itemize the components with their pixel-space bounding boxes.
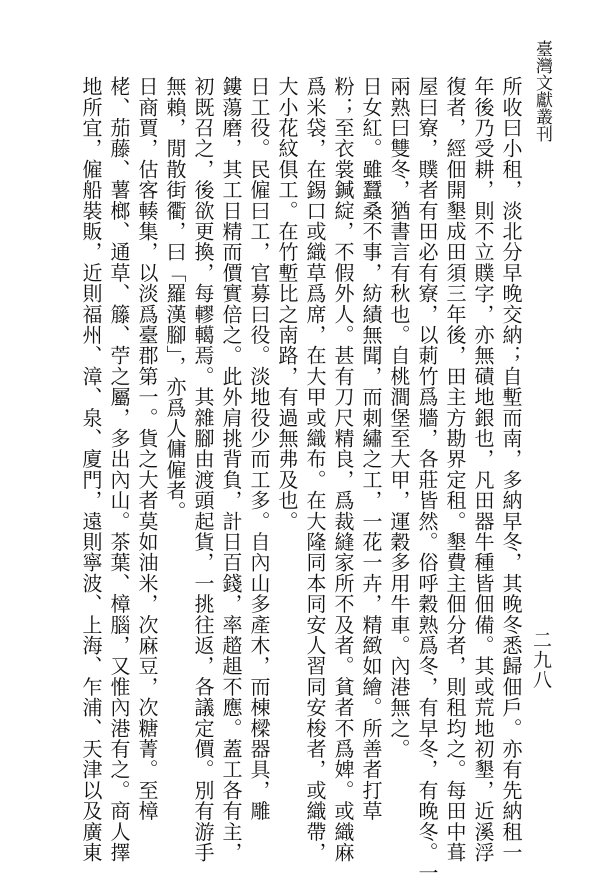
text-column: 年後乃受耕，則不立贌字，亦無磧地銀也，凡田器牛種皆佃備。其或荒地初墾，近溪浮 [471,76,495,863]
text-column: 栳、茄藤、薯榔、通草、籐、苧之屬，多出內山。茶葉、樟腦，又惟內港有之。商人擇 [107,76,131,863]
text-column: 無賴，閒散街衢，曰「羅漢腳」，亦爲人傭僱者。 [163,76,187,522]
text-column: 日工役。民僱曰工，官募曰役。淡地役少而工多。自內山多產木，而棟樑器具，雕 [247,76,271,822]
text-column: 屋曰寮，贌者有田必有寮，以莿竹爲牆，各莊皆然。俗呼穀熟爲冬，有早冬，有晚冬。一 [415,76,439,883]
text-column: 日女紅。雖蠶桑不事，紡績無聞，而刺繡之工，一花一卉，精緻如繪。所善者打草 [359,76,383,822]
text-column: 大小花紋俱工。在竹塹比之南路，有過無弗及也。 [275,76,299,532]
text-column: 爲米袋，在錫口或織草爲席，在大甲或織布。在大隆同本同安人習同安梭者，或織帶， [303,76,327,863]
text-column: 兩熟曰雙冬，猶書言有秋也。自桃澗堡至大甲，運穀多用牛車。內港無之。 [387,76,411,760]
text-column: 粉；至衣裳鍼綻，不假外人。甚有刀尺精良，爲裁縫家所不及者。貧者不爲婢。或織麻 [331,76,355,863]
text-column: 日商賈，估客輳集，以淡爲臺郡第一。貨之大者莫如油米，次麻豆，次糖菁。至樟 [135,76,159,822]
series-title: 臺灣文獻叢刊 [532,40,552,142]
text-column: 地所宜，僱船裝販，近則福州、漳、泉、廈門，遠則寧波、上海、乍浦、天津以及廣東 [79,76,103,863]
text-column: 初既召之，後欲更換，每轇轕焉。其雜腳由渡頭起貨，一挑往返，各議定價。別有游手 [191,76,215,863]
text-column: 所收曰小租，淡北分早晚交納；自塹而南，多納早冬，其晚冬悉歸佃戶。亦有先納租一 [499,76,523,863]
page-number: 二九八 [530,630,552,690]
text-column: 鏤蕩磨，其工日精而價實倍之。此外肩挑背負，計日百錢，率趦趄不應。蓋工各有主， [219,76,243,863]
text-column: 復者，經佃開墾成田須三年後，田主方勘界定租。墾費主佃分者，則租均之。每田中葺 [443,76,467,863]
